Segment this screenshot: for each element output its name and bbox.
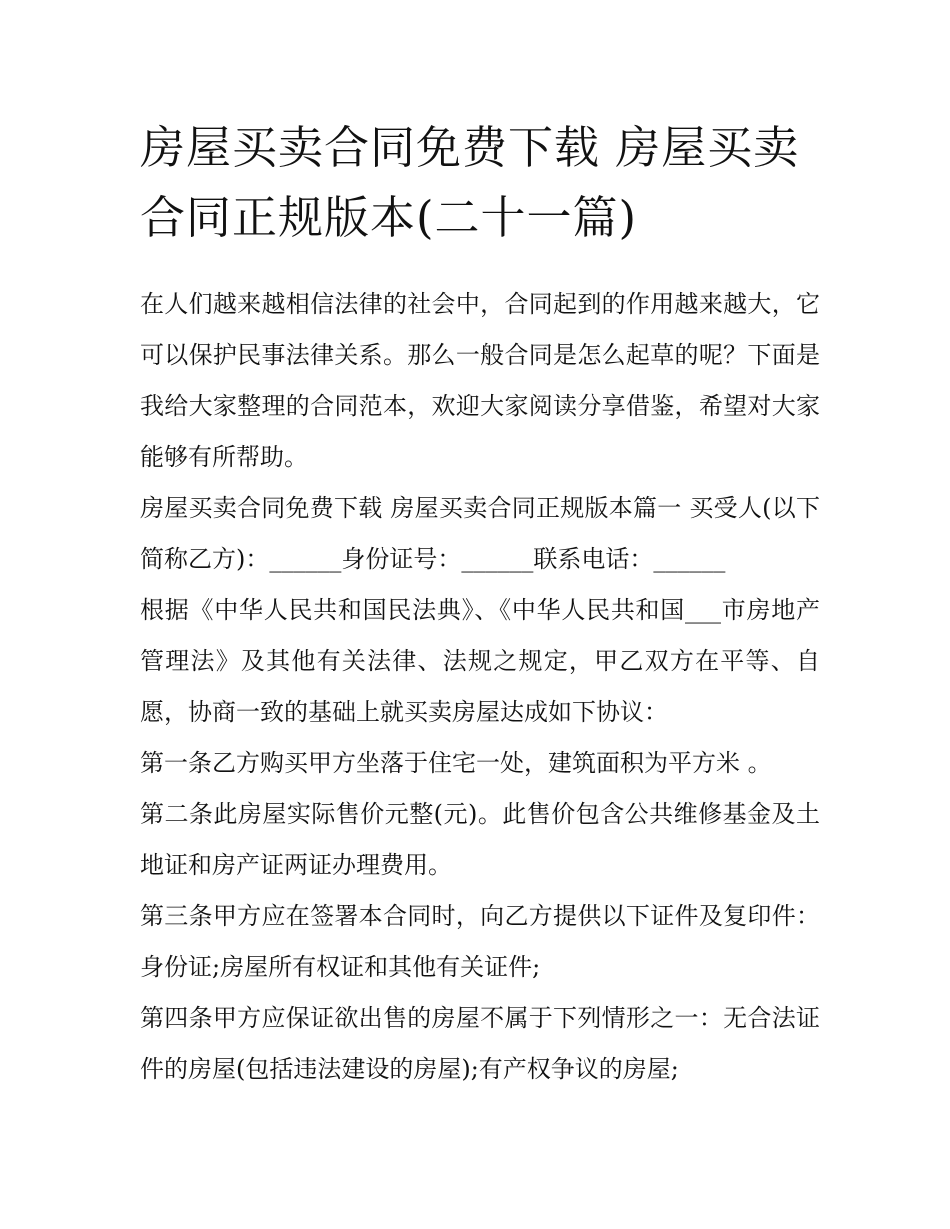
paragraph-article-4: 第四条甲方应保证欲出售的房屋不属于下列情形之一：无合法证件的房屋(包括违法建设的房屋);有产权争议的房屋; — [140, 1004, 820, 1083]
paragraph-article-2: 第二条此房屋实际售价元整(元)。此售价包含公共维修基金及土地证和房产证两证办理费用。 — [140, 800, 820, 879]
paragraph-article-1: 第一条乙方购买甲方坐落于住宅一处，建筑面积为平方米 。 — [140, 749, 772, 777]
paragraph-intro: 在人们越来越相信法律的社会中，合同起到的作用越来越大，它可以保护民事法律关系。那么一般合同是怎么起草的呢？下面是我给大家整理的合同范本，欢迎大家阅读分享借鉴，希望对大家能够有所帮助。 — [140, 290, 820, 471]
paragraph-article-3: 第三条甲方应在签署本合同时，向乙方提供以下证件及复印件：身份证;房屋所有权证和其他有关证件; — [140, 902, 820, 981]
paragraph-buyer-info: 房屋买卖合同免费下载 房屋买卖合同正规版本篇一 买受人(以下简称乙方)：______身份证号：______联系电话：______ — [140, 494, 820, 573]
document-body — [140, 279, 820, 1095]
document-title: 房屋买卖合同免费下载 房屋买卖合同正规版本(二十一篇) — [140, 121, 800, 244]
paragraph-legal-basis: 根据《中华人民共和国民法典》、《中华人民共和国___市房地产管理法》及其他有关法律、法规之规定，甲乙双方在平等、自愿，协商一致的基础上就买卖房屋达成如下协议： — [140, 596, 820, 726]
